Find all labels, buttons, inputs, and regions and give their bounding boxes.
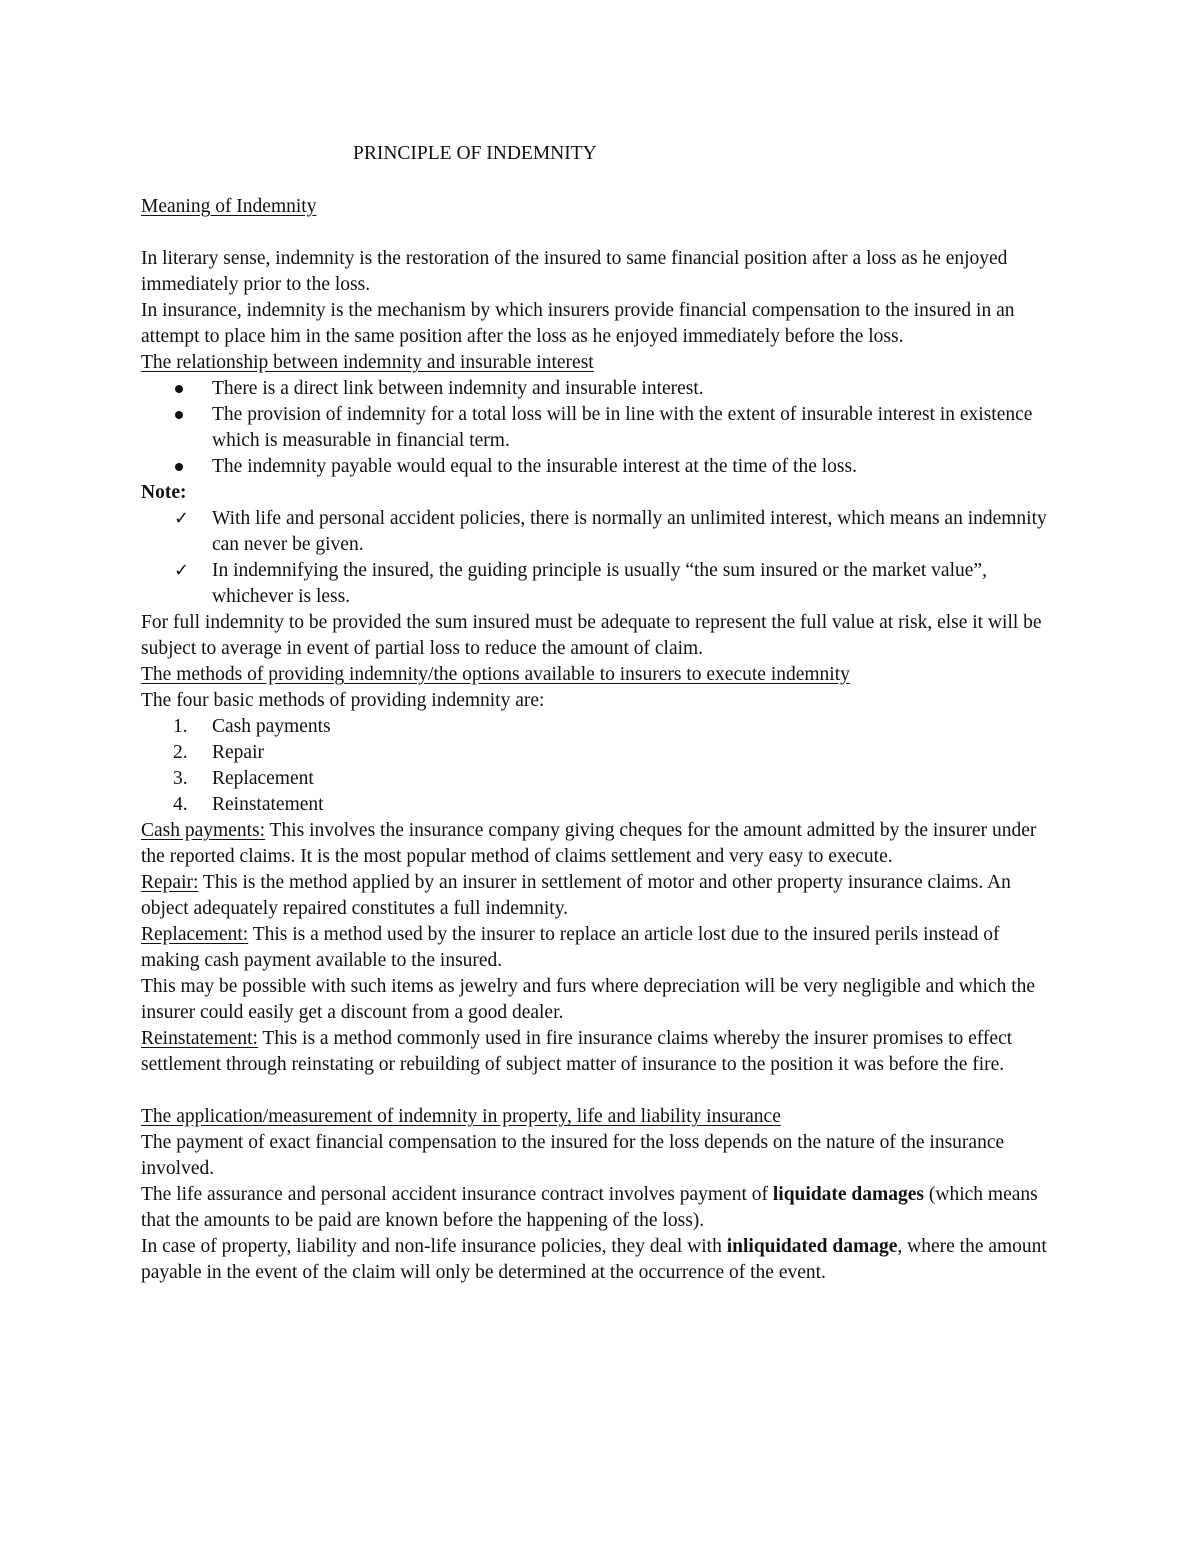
application-heading-text: The application/measurement of indemnity in property, life and liability insurance — [141, 1106, 781, 1127]
methods-heading — [141, 662, 1061, 688]
page-title: PRINCIPLE OF INDEMNITY — [353, 143, 597, 164]
repair-term: Repair: — [141, 872, 199, 893]
spacer — [141, 1078, 1061, 1104]
checkmark-icon: ✓ — [174, 508, 190, 529]
replacement-term: Replacement: — [141, 924, 249, 945]
application-p3-after: , where the amount payable in the event of the claim will only be determined at the occurrence of the event. — [141, 1236, 1047, 1283]
reinstatement-paragraph — [141, 1026, 1061, 1078]
check-item — [141, 558, 1061, 610]
application-heading — [141, 1104, 1061, 1130]
cash-payments-text: This involves the insurance company giving cheques for the amount admitted by the insurer under the reported claims. It is the most popular method of claims settlement and very easy to execute. — [141, 820, 1037, 867]
note-check-list — [141, 506, 1061, 610]
meaning-paragraph-1: In literary sense, indemnity is the restoration of the insured to same financial position after a loss as he enjoyed immediately prior to the loss. — [141, 248, 1008, 295]
application-p3-before: In case of property, liability and non-life insurance policies, they deal with — [141, 1236, 727, 1257]
method-number: 3. — [173, 768, 188, 789]
application-p2-after: (which means that the amounts to be paid are known before the happening of the loss). — [141, 1184, 1038, 1231]
method-label: Cash payments — [212, 716, 331, 737]
application-paragraph-2 — [141, 1182, 1061, 1234]
reinstatement-text: This is a method commonly used in fire insurance claims whereby the insurer promises to effect settlement through reinstating or rebuilding of subject matter of insurance to the position it was before the fire. — [141, 1028, 1013, 1075]
application-paragraph-3 — [141, 1234, 1061, 1286]
bullet-item: The indemnity payable would equal to the insurable interest at the time of the loss. — [141, 454, 1061, 480]
document-page — [141, 141, 1061, 1286]
method-label: Replacement — [212, 768, 314, 789]
meaning-heading — [141, 194, 1061, 220]
relationship-heading-text: The relationship between indemnity and insurable interest — [141, 352, 594, 373]
method-number: 4. — [173, 794, 188, 815]
bullet-item: There is a direct link between indemnity and insurable interest. — [141, 376, 1061, 402]
method-number: 2. — [173, 742, 188, 763]
note-label-text: Note: — [141, 482, 187, 503]
methods-numbered-list — [141, 714, 1061, 818]
method-label: Repair — [212, 742, 264, 763]
note-label — [141, 480, 1061, 506]
spacer — [141, 220, 1061, 246]
method-item — [141, 740, 1061, 766]
relationship-bullet-list — [141, 376, 1061, 480]
application-paragraph-1: The payment of exact financial compensation to the insured for the loss depends on the nature of the insurance involved. — [141, 1132, 1005, 1179]
full-indemnity-paragraph: For full indemnity to be provided the sum insured must be adequate to represent the full value at risk, else it will be subject to average in event of partial loss to reduce the amount of claim. — [141, 612, 1042, 659]
repair-paragraph — [141, 870, 1061, 922]
method-label: Reinstatement — [212, 794, 324, 815]
replacement-extra-paragraph: This may be possible with such items as jewelry and furs where depreciation will be very negligible and which the insurer could easily get a discount from a good dealer. — [141, 976, 1036, 1023]
application-p2-before: The life assurance and personal accident insurance contract involves payment of — [141, 1184, 773, 1205]
checkmark-icon: ✓ — [174, 560, 190, 581]
check-item-text: With life and personal accident policies, there is normally an unlimited interest, which means an indemnity can never be given. — [212, 508, 1047, 555]
method-number: 1. — [173, 716, 188, 737]
methods-intro: The four basic methods of providing indemnity are: — [141, 690, 545, 711]
meaning-heading-text: Meaning of Indemnity — [141, 196, 317, 217]
relationship-heading — [141, 350, 1061, 376]
replacement-paragraph — [141, 922, 1061, 974]
cash-payments-term: Cash payments: — [141, 820, 266, 841]
replacement-text: This is a method used by the insurer to replace an article lost due to the insured perils instead of making cash payment available to the insured. — [141, 924, 1000, 971]
reinstatement-term: Reinstatement: — [141, 1028, 258, 1049]
check-item — [141, 506, 1061, 558]
repair-text: This is the method applied by an insurer in settlement of motor and other property insurance claims. An object adequately repaired constitutes a full indemnity. — [141, 872, 1011, 919]
method-item — [141, 766, 1061, 792]
meaning-paragraph-2: In insurance, indemnity is the mechanism by which insurers provide financial compensation to the insured in an attempt to place him in the same position after the loss as he enjoyed immediately before the loss. — [141, 300, 1015, 347]
methods-heading-text: The methods of providing indemnity/the options available to insurers to execute indemnity — [141, 664, 850, 685]
liquidate-damages-term: liquidate damages — [772, 1184, 925, 1205]
cash-payments-paragraph — [141, 818, 1061, 870]
method-item — [141, 714, 1061, 740]
inliquidated-damage-term: inliquidated damage — [726, 1236, 898, 1257]
method-item — [141, 792, 1061, 818]
bullet-item: The provision of indemnity for a total loss will be in line with the extent of insurable interest in existence which is measurable in financial term. — [141, 402, 1061, 454]
check-item-text: In indemnifying the insured, the guiding principle is usually “the sum insured or the market value”, whichever is less. — [212, 560, 987, 607]
